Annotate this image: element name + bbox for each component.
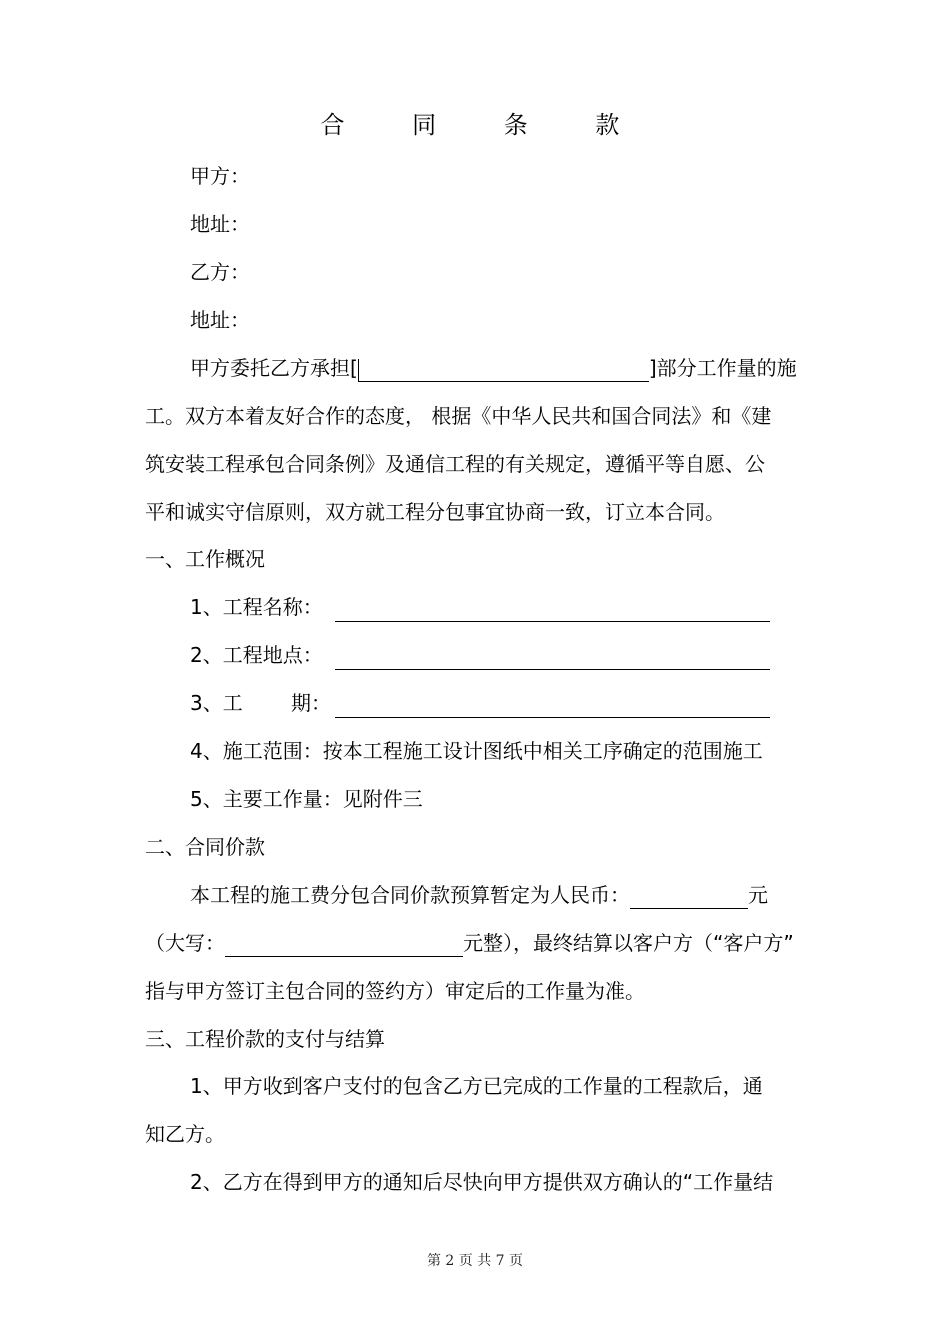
address-b-label: 地址： xyxy=(190,308,250,332)
address-a-label: 地址： xyxy=(190,212,250,236)
project-duration-label-a: 3、工 xyxy=(190,691,243,715)
party-b-label: 乙方： xyxy=(190,260,250,284)
price-amount-field[interactable] xyxy=(630,886,748,909)
section-2-heading: 二、合同价款 xyxy=(145,835,265,859)
intro-line-1 xyxy=(190,354,797,382)
project-duration-label-b: 期： xyxy=(291,691,331,715)
intro-line-3: 筑安装工程承包合同条例》及通信工程的有关规定，遵循平等自愿、公 xyxy=(145,452,765,476)
main-workload: 5、主要工作量：见附件三 xyxy=(190,787,423,811)
project-name-label: 1、工程名称： xyxy=(190,595,323,619)
price-line-3: 指与甲方签订主包合同的签约方）审定后的工作量为准。 xyxy=(145,979,645,1003)
price-line-2-end: 元整），最终结算以客户方（“客户方” xyxy=(463,931,794,955)
price-line-1 xyxy=(190,881,768,909)
construction-scope: 4、施工范围：按本工程施工设计图纸中相关工序确定的范围施工 xyxy=(190,739,763,763)
party-a-label: 甲方： xyxy=(190,164,250,188)
price-unit: 元 xyxy=(748,883,768,907)
project-scope-field[interactable] xyxy=(358,359,649,382)
project-name-field[interactable] xyxy=(335,621,770,622)
payment-para-1-line-2: 知乙方。 xyxy=(145,1122,225,1146)
project-location-label: 2、工程地点： xyxy=(190,643,323,667)
intro-line-1-end: ]部分工作量的施 xyxy=(648,356,797,380)
price-line-2 xyxy=(145,929,794,957)
price-capital-field[interactable] xyxy=(225,934,463,957)
price-line-1-text: 本工程的施工费分包合同价款预算暂定为人民币： xyxy=(190,883,630,907)
section-1-heading: 一、工作概况 xyxy=(145,547,265,571)
price-line-2-start: （大写： xyxy=(145,931,225,955)
project-duration-field[interactable] xyxy=(335,717,770,718)
payment-para-1-line-1: 1、甲方收到客户支付的包含乙方已完成的工作量的工程款后，通 xyxy=(190,1074,763,1098)
intro-line-1-start: 甲方委托乙方承担[ xyxy=(190,356,358,380)
intro-line-2: 工。双方本着友好合作的态度， 根据《中华人民共和国合同法》和《建 xyxy=(145,404,772,428)
page-footer: 第 2 页 共 7 页 xyxy=(426,1253,524,1269)
section-3-heading: 三、工程价款的支付与结算 xyxy=(145,1027,385,1051)
page-title: 合 同 条 款 xyxy=(320,111,650,139)
payment-para-2-line-1: 2、乙方在得到甲方的通知后尽快向甲方提供双方确认的“工作量结 xyxy=(190,1170,774,1194)
project-location-field[interactable] xyxy=(335,669,770,670)
intro-line-4: 平和诚实守信原则，双方就工程分包事宜协商一致，订立本合同。 xyxy=(145,500,725,524)
